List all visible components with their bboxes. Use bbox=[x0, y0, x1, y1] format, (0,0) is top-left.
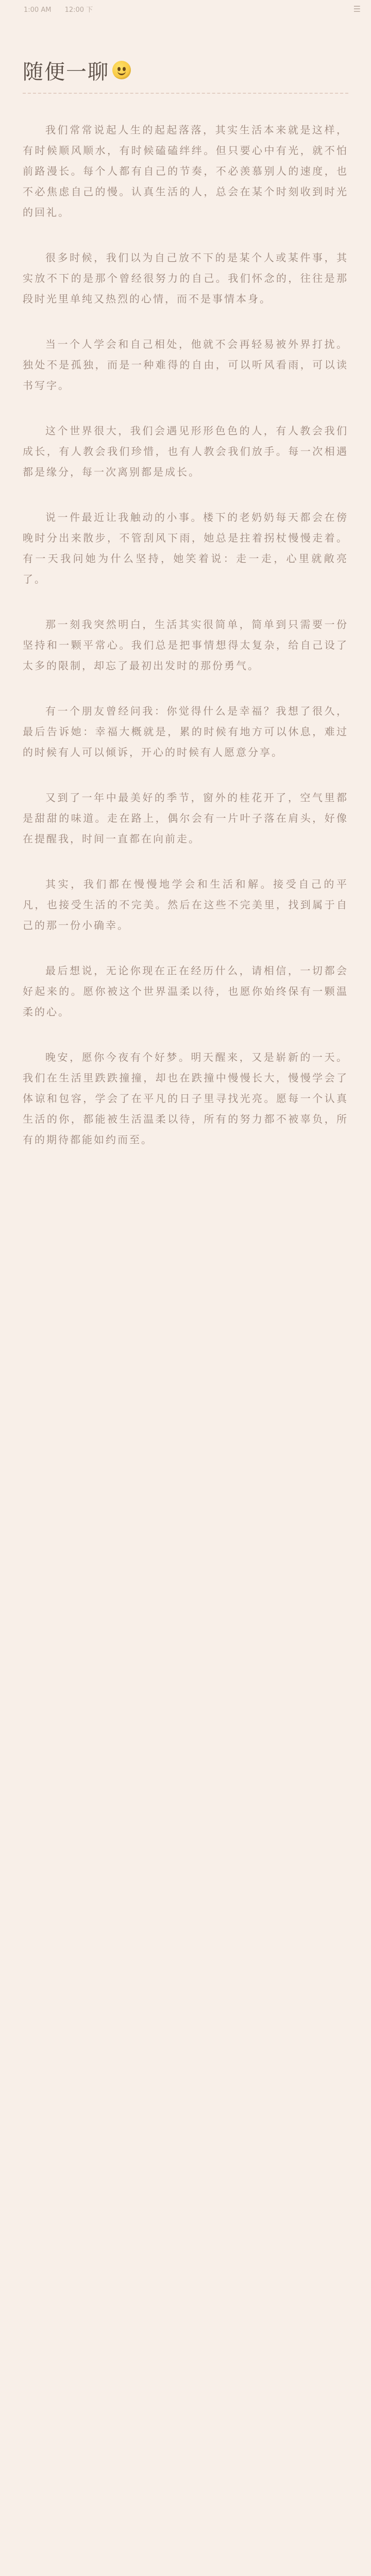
paragraph: 那一刻我突然明白，生活其实很简单，简单到只需要一份坚持和一颗平常心。我们总是把事情想得太复杂，给自己设了太多的限制，却忘了最初出发时的那份勇气。 bbox=[23, 618, 348, 672]
paragraph: 最后想说，无论你现在正在经历什么，请相信，一切都会好起来的。愿你被这个世界温柔以待，也愿你始终保有一颗温柔的心。 bbox=[23, 964, 348, 1018]
title-row bbox=[0, 18, 371, 86]
article-body bbox=[0, 94, 371, 1150]
status-bar bbox=[0, 0, 371, 18]
paragraph: 其实，我们都在慢慢地学会和生活和解。接受自己的平凡，也接受生活的不完美。然后在这些不完美里，找到属于自己的那一份小确幸。 bbox=[23, 878, 348, 931]
menu-icon[interactable]: ☰ bbox=[353, 4, 361, 14]
smile-emoji-icon bbox=[112, 61, 131, 79]
paragraph: 我们常常说起人生的起起落落，其实生活本来就是这样，有时候顺风顺水，有时候磕磕绊绊。但只要心中有光，就不怕前路漫长。每个人都有自己的节奏，不必羡慕别人的速度，也不必焦虑自己的慢。认真生活的人，总会在某个时刻收到时光的回礼。 bbox=[23, 124, 348, 218]
status-time-b: 12:00 下 bbox=[64, 6, 93, 14]
paragraph: 又到了一年中最美好的季节，窗外的桂花开了，空气里都是甜甜的味道。走在路上，偶尔会有一片叶子落在肩头，好像在提醒我，时间一直都在向前走。 bbox=[23, 791, 348, 845]
paragraph: 这个世界很大，我们会遇见形形色色的人，有人教会我们成长，有人教会我们珍惜，也有人教会我们放手。每一次相遇都是缘分，每一次离别都是成长。 bbox=[23, 425, 348, 478]
paragraph: 说一件最近让我触动的小事。楼下的老奶奶每天都会在傍晚时分出来散步，不管刮风下雨，她总是拄着拐杖慢慢走着。有一天我问她为什么坚持，她笑着说：走一走，心里就敞亮了。 bbox=[23, 511, 348, 585]
paragraph: 当一个人学会和自己相处，他就不会再轻易被外界打扰。独处不是孤独，而是一种难得的自由，可以听风看雨，可以读书写字。 bbox=[23, 338, 348, 392]
paragraph: 很多时候，我们以为自己放不下的是某个人或某件事，其实放不下的是那个曾经很努力的自己。我们怀念的，往往是那段时光里单纯又热烈的心情，而不是事情本身。 bbox=[23, 251, 348, 305]
status-left bbox=[24, 4, 104, 14]
status-time-a: 1:00 AM bbox=[24, 6, 52, 14]
paragraph: 有一个朋友曾经问我：你觉得什么是幸福？我想了很久，最后告诉她：幸福大概就是，累的时候有地方可以休息，难过的时候有人可以倾诉，开心的时候有人愿意分享。 bbox=[23, 705, 348, 758]
paragraph: 晚安，愿你今夜有个好梦。明天醒来，又是崭新的一天。我们在生活里跌跌撞撞，却也在跌撞中慢慢长大，慢慢学会了体谅和包容，学会了在平凡的日子里寻找光亮。愿每一个认真生活的你，都能被生活温柔以待，所有的努力都不被辜负，所有的期待都能如约而至。 bbox=[23, 1051, 348, 1146]
page-title: 随便一聊 bbox=[23, 60, 109, 84]
